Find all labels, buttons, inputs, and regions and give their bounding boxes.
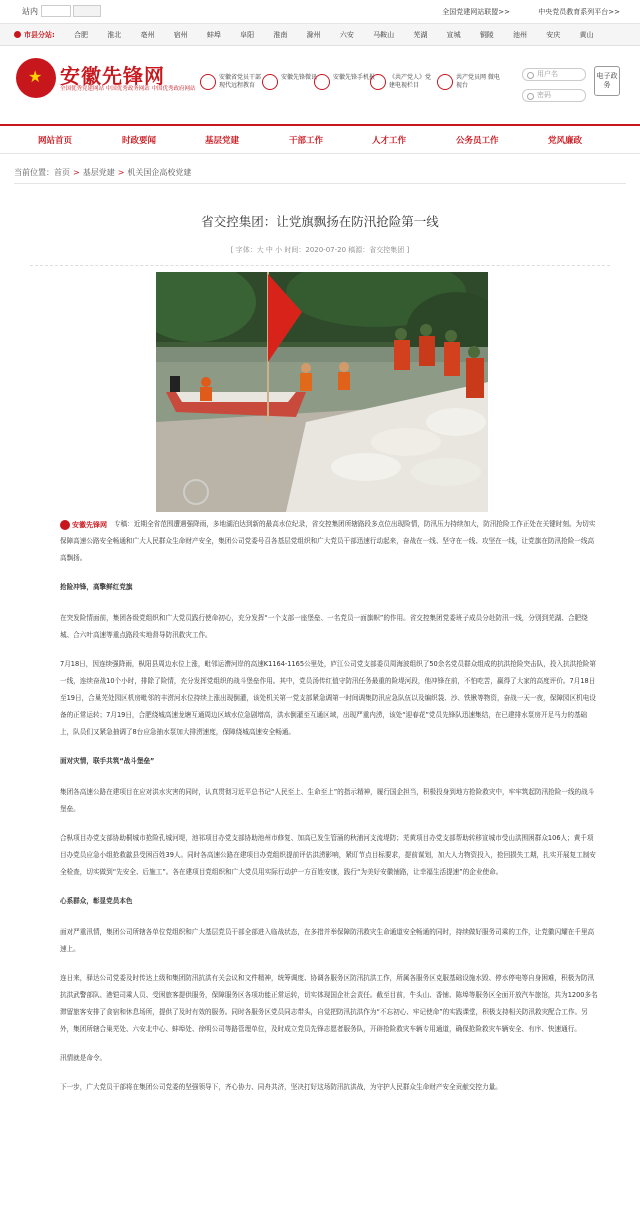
nav-politics[interactable]: 时政要闻 (122, 136, 157, 146)
city-link[interactable]: 淮北 (107, 31, 122, 39)
article-paragraph: 7月18日，因连续强降雨，枞阳县周边水位上涨，毗邻运漕河岸的高速K1164-1165公里处，庐江公司党支部委员周海波组织了50余名党员群众组成的抗洪抢险突击队，投入抗洪抢险第一线，连续奋战10个小时，排除了险情，充分发挥党组织的战斗堡垒作用。其中，党员汤传红值守防汛任务最重的险堤河段，他冲锋在前，不怕吃苦，赢得了大家的高度评价。7月18日至19日，合巢芜处园区机房毗邻的丰涝河水位持续上涨出现倒灌，该处机关第一党支部紧急调第一时间调集防汛应急队伍以及编织袋、沙、铁锹等物资，奋战一天一夜，保障园区机电设备的正常运转；7月19日，合肥绕城高速龙塘互通周边区域水位急剧增高，洪水倒灌至互通区域，出现严重内涝，该处“迎春花”党员先锋队迅速集结，在已建排水泵房开足马力的基础上，队员们又紧急抽调了8台应急抽水泵加大排涝速度，保障绕城高速安全畅通。 (60, 660, 596, 736)
city-link[interactable]: 滁州 (306, 31, 321, 39)
city-link[interactable]: 铜陵 (479, 31, 494, 39)
city-link[interactable]: 宣城 (446, 31, 461, 39)
article-photo (156, 272, 488, 512)
city-link[interactable]: 马鞍山 (373, 31, 395, 39)
city-link[interactable]: 淮南 (273, 31, 288, 39)
city-bar-label: 市县分站: (24, 31, 55, 39)
username-input[interactable]: 用户名 (522, 68, 586, 81)
article-paragraph: 面对严重汛情，集团公司所辖各单位党组织和广大基层党员干部全部进入临战状态，在多措并举保障防汛救灾生命通道安全畅通的同时，持续做好服务司乘的工作，让党徽闪耀在千里高速上。 (60, 928, 595, 953)
e-government-button[interactable]: 电子政务 (594, 66, 620, 96)
site-emblem-icon (60, 520, 70, 530)
section-heading: 面对灾情，联手共筑“战斗堡垒” (60, 757, 155, 765)
header-link-wechat[interactable]: 安徽先锋微讯 (262, 74, 325, 90)
article-paragraph: 在突发险情面前，集团各级党组织和广大党员践行使命初心，充分发挥“一个支部一座堡垒、一名党员一面旗帜”的作用。省交控集团党委班子成员分赴防汛一线，分别到芜湖、合肥绕城、合六叶高速等重点路段实地督导防汛救灾工作。 (60, 614, 588, 639)
meta-divider (30, 265, 610, 266)
breadcrumb-grassroots[interactable]: 基层党建 (82, 168, 115, 177)
main-nav (0, 124, 640, 154)
top-bar (0, 0, 640, 24)
monitor-icon (200, 74, 216, 90)
site-logo-emblem-icon[interactable] (16, 58, 56, 98)
tv-icon (370, 74, 386, 90)
section-heading: 抢险冲锋，高擎鲜红党旗 (60, 583, 133, 591)
nav-talent[interactable]: 人才工作 (372, 136, 407, 146)
article-paragraph: 集团各高速公路在建项目在应对洪水灾害的同时，认真贯彻习近平总书记“人民至上、生命至上”的指示精神，履行国企担当，积极投身到地方抢险救灾中，牢牢筑起防汛抢险一线的战斗堡垒。 (60, 788, 595, 813)
city-link[interactable]: 安庆 (546, 31, 561, 39)
article-paragraph: 下一步，广大党员干部将在集团公司党委的坚强领导下，齐心协力、同舟共济，坚决打好这场防汛抗洪战，为守护人民群众生命财产安全贡献交控力量。 (60, 1083, 502, 1091)
city-link[interactable]: 六安 (339, 31, 354, 39)
site-search (22, 5, 101, 17)
nav-civil-servant[interactable]: 公务员工作 (456, 136, 499, 146)
site-header (0, 46, 640, 124)
city-link[interactable]: 宿州 (173, 31, 188, 39)
phone-icon (314, 74, 330, 90)
nav-home[interactable]: 网站首页 (38, 136, 73, 146)
header-link-mobile-paper[interactable]: 安徽先锋手机报 (314, 74, 377, 90)
article-meta-text: [ 字体：大 中 小 时间：2020-07-20 稿源：省交控集团 ] (230, 246, 410, 254)
article-meta (0, 245, 640, 266)
breadcrumb-separator-icon: > (117, 168, 125, 177)
search-button[interactable] (73, 5, 101, 17)
wechat-icon (262, 74, 278, 90)
header-link-tv-column[interactable]: 《共产党人》党建电视栏目 (370, 74, 433, 90)
nav-grassroots[interactable]: 基层党建 (205, 136, 240, 146)
search-label: 站内 (22, 6, 38, 16)
city-list (74, 30, 611, 40)
breadcrumb-separator-icon: > (73, 168, 80, 177)
inline-site-logo: 安徽先锋网 (60, 517, 114, 531)
site-logo-title[interactable]: 安徽先锋网 (60, 64, 165, 88)
password-input[interactable]: 密码 (522, 89, 586, 102)
breadcrumb-prefix: 当前位置： (14, 168, 54, 177)
login-box (522, 68, 618, 110)
top-link-alliance[interactable]: 全国党建网站联盟>> (442, 8, 511, 16)
nav-integrity[interactable]: 党风廉政 (548, 136, 583, 146)
city-link[interactable]: 池州 (513, 31, 528, 39)
header-link-remote-education[interactable]: 安徽省党员干部现代远程教育 (200, 74, 263, 90)
breadcrumb-current[interactable]: 机关国企高校党建 (127, 168, 192, 177)
video-icon (437, 74, 453, 90)
city-link[interactable]: 阜阳 (240, 31, 255, 39)
location-pin-icon (14, 31, 21, 38)
article-body (60, 516, 600, 1108)
city-link[interactable]: 亳州 (140, 31, 155, 39)
article-paragraph: 合枞项目办党支部协助桐城市抢险孔城河堤，池祁项目办党支部协助池州市修复、加高已发生管涌的秋浦河支流堤防；芜黄项目办党支部帮助转移宣城市受山洪围困群众106人；黄千项目办党员应急小组抢救歙县受困百姓39人。同时各高速公路在建项目办党组织提前评估洪涝影响，紧盯节点目标要求，提前谋划，加大人力物资投入，抢回损失工期，扎实开展复工制安全检查，切实做到“先安全、后施工”。各在建项目党组织和广大党员用实际行动护一方百姓安康，践行“为美好安徽铺路，让幸福生活提速”的企业使命。 (60, 834, 596, 876)
article-paragraph: 连日来，驿达公司党委及时传达上级和集团防汛抗洪有关会议和文件精神，统筹调度、协调各服务区防汛抗洪工作，所属各服务区克服基础设施水毁、停水停电等自身困难，积极为防汛抗洪武警部队、港铠司乘人员、受困旅客提供服务，保障服务区各项功能正常运转，切实体现国企社会责任。截至目前，牛头山、香铺、陈埠等服务区全面开放汽车旅馆，共为1200多名滞留旅客安排了食宿和休息场所，提供了及时有效的服务。同时各服务区党员同志带头，自觉把防汛抗洪作为“不忘初心、牢记使命”的实践课堂，积极支持相关防汛救灾配合工作。另外，集团所辖合巢芜处、六安北中心、蚌埠处、徐明公司等路管理单位，及时成立党员先锋志愿者服务队，开辟抢险救灾车辆专用通道，确保抢险救灾车辆安全、有序、快速通行。 (60, 974, 598, 1033)
city-link[interactable]: 蚌埠 (206, 31, 221, 39)
flood-rescue-image (156, 272, 488, 512)
top-link-platform[interactable]: 中央党员教育系列平台>> (538, 8, 620, 16)
breadcrumb-home[interactable]: 首页 (54, 168, 70, 177)
section-heading: 心系群众，彰显党员本色 (60, 897, 133, 905)
top-links (416, 7, 620, 17)
city-link[interactable]: 合肥 (74, 31, 88, 39)
city-link[interactable]: 黄山 (579, 31, 594, 39)
site-logo-subtitle: 全国优秀党建网站 中国优秀政务网站 中国优秀政府网站 (60, 86, 196, 92)
city-link[interactable]: 芜湖 (413, 31, 428, 39)
nav-cadre[interactable]: 干部工作 (289, 136, 324, 146)
breadcrumb (14, 158, 626, 184)
search-input[interactable] (41, 5, 71, 17)
header-link-micro-tv[interactable]: 共产党员网 微电视台 (437, 74, 500, 90)
city-bar (0, 24, 640, 46)
article-paragraph: 安徽先锋网 专稿：近期全省范围遭遇强降雨，多地湖泊达到新的最高水位纪录，省交控集团所辖路段多点位出现险情，防汛压力持续加大，防汛抢险工作正处在关键时刻。为切实保障高速公路安全畅通和广大人民群众生命财产安全，集团公司党委号召各基层党组织和广大党员干部迅速行动起来，奋战在一线、坚守在一线、攻坚在一线，让党旗在防汛抢险一线高高飘扬。 (60, 516, 600, 567)
article-paragraph: 汛情就是命令。 (60, 1054, 107, 1062)
article-title: 省交控集团：让党旗飘扬在防汛抢险第一线 (201, 214, 439, 229)
